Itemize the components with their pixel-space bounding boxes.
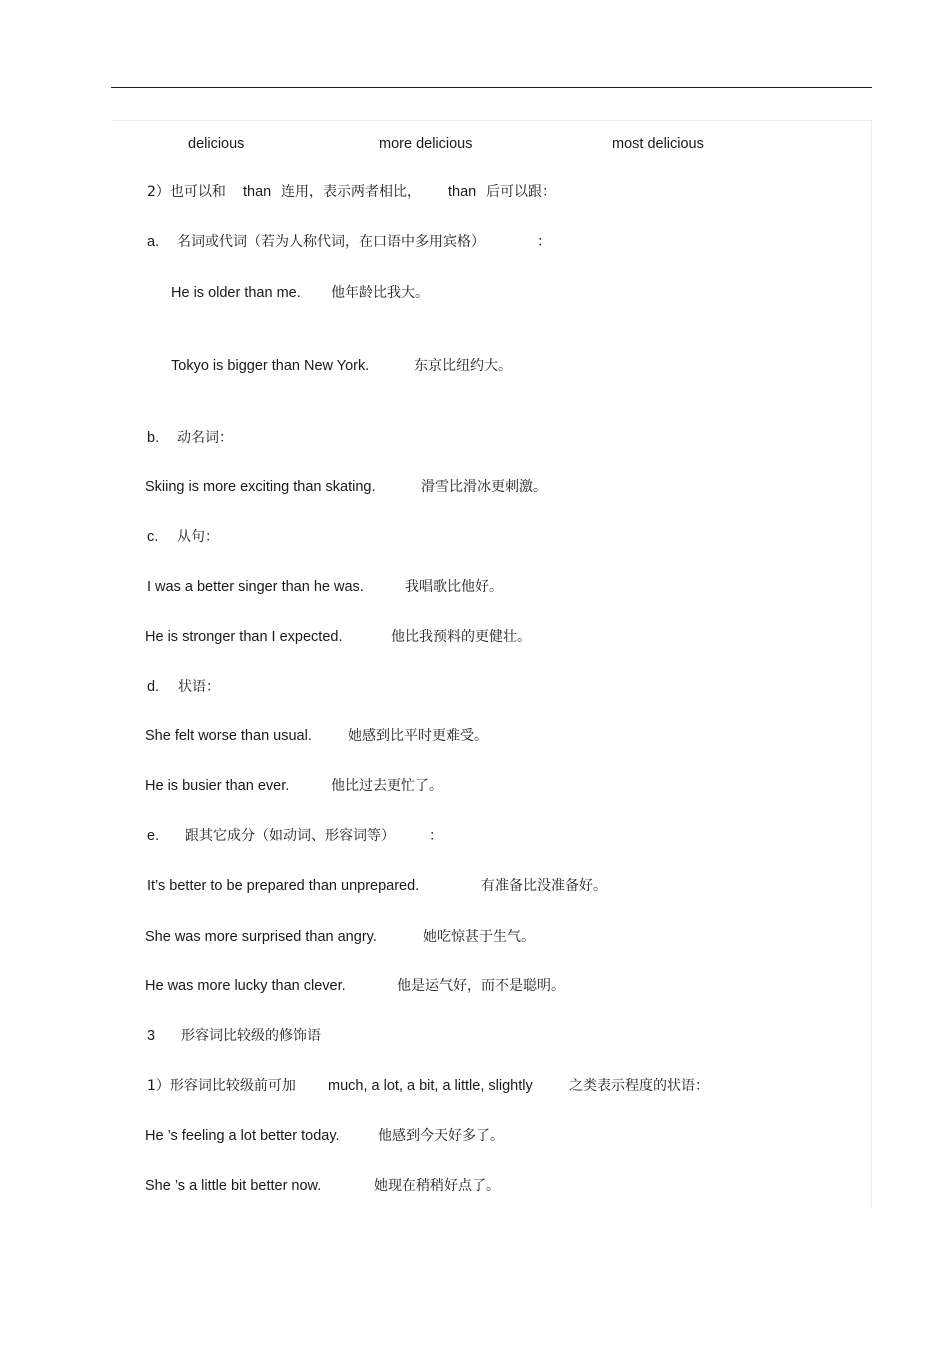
content-frame-top xyxy=(111,120,871,121)
content-frame-right xyxy=(871,120,872,1208)
header-rule xyxy=(111,87,872,88)
positive-form: delicious xyxy=(188,136,245,152)
superlative-form: most delicious xyxy=(612,136,704,152)
comparative-form: more delicious xyxy=(379,136,473,152)
